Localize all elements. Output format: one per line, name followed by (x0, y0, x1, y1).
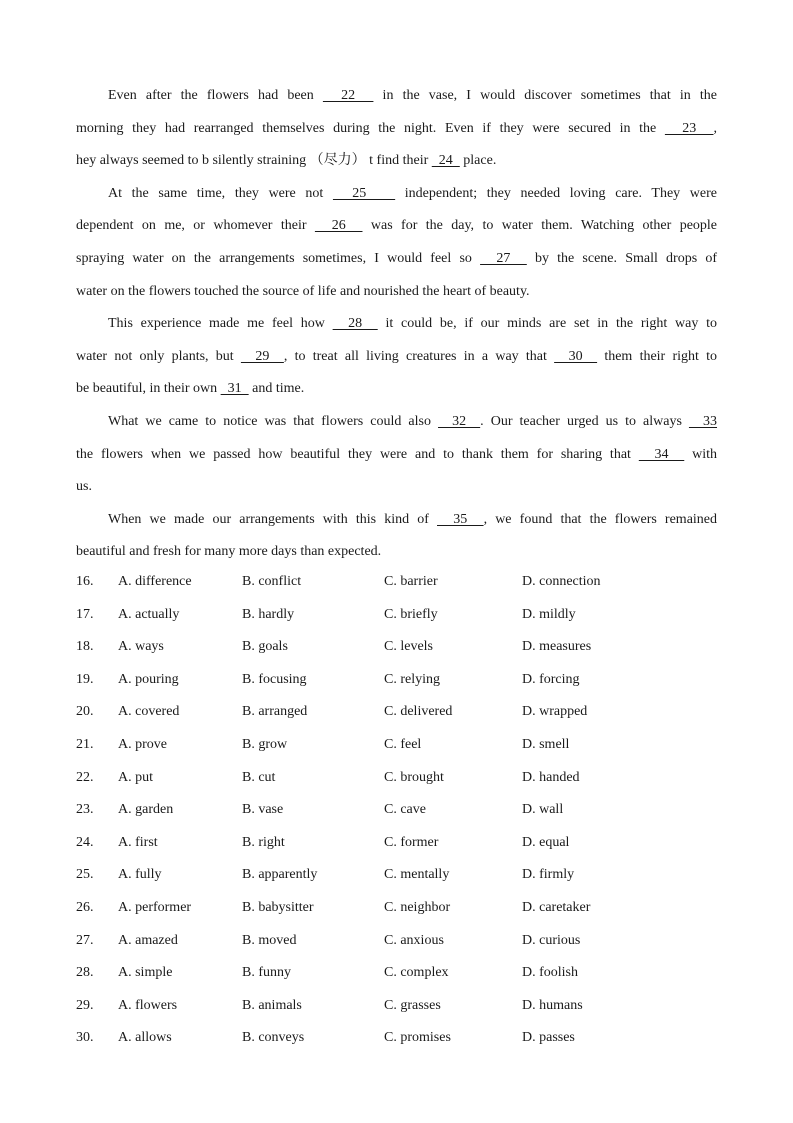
question-number: 30. (76, 1030, 94, 1046)
passage-line: hey always seemed to b silently straining （尽力） t find their 24 place. (76, 153, 497, 169)
question-row (76, 664, 717, 697)
blank-25: 25 (332, 185, 396, 201)
option-c: C. grasses (384, 997, 441, 1013)
passage-line: When we made our arrangements with this kind of 35 , we found that the flowers remained (108, 511, 718, 527)
option-d: D. firmly (522, 867, 575, 883)
option-d: D. humans (522, 997, 583, 1013)
blank-26: 26 (314, 218, 363, 234)
blank-29: 29 (240, 348, 284, 364)
question-number: 18. (76, 639, 94, 655)
option-c: C. complex (384, 965, 449, 981)
question-number: 29. (76, 997, 94, 1013)
question-number: 25. (76, 867, 94, 883)
option-a: A. put (118, 769, 153, 785)
paragraph-2-end (76, 276, 717, 309)
option-b: B. right (242, 834, 285, 850)
blank-23: 23 (664, 120, 714, 136)
option-a: A. actually (118, 606, 180, 622)
option-d: D. mildly (522, 606, 576, 622)
blank-27: 27 (480, 250, 527, 266)
paragraph-4-cont (76, 439, 717, 472)
paragraph-3-cont (76, 341, 717, 374)
paragraph-5-end (76, 536, 717, 569)
passage-line: This experience made me feel how 28 it could be, if our minds are set in the right way to (108, 316, 718, 332)
question-row (76, 1022, 717, 1055)
passage-line: water not only plants, but 29 , to treat all living creatures in a way that 30 them their right to (76, 348, 718, 364)
option-d: D. handed (522, 769, 580, 785)
option-a: A. covered (118, 704, 180, 720)
option-b: B. conveys (242, 1030, 305, 1046)
passage-line: us. (76, 479, 92, 495)
option-a: A. simple (118, 965, 173, 981)
option-d: D. wrapped (522, 704, 588, 720)
question-number: 27. (76, 932, 94, 948)
option-b: B. conflict (242, 574, 302, 589)
option-a: A. difference (118, 574, 192, 589)
question-number: 21. (76, 736, 94, 752)
blank-35: 35 (437, 511, 484, 527)
blank-22: 22 (322, 88, 374, 103)
paragraph-5 (76, 504, 717, 537)
option-d: D. forcing (522, 671, 580, 687)
passage-line: be beautiful, in their own 31 and time. (76, 381, 305, 397)
paragraph-1-end (76, 145, 717, 178)
option-b: B. moved (242, 932, 297, 948)
option-c: C. anxious (384, 932, 444, 948)
option-b: B. babysitter (242, 899, 314, 915)
option-c: C. feel (384, 736, 422, 752)
option-a: A. first (118, 834, 158, 850)
option-a: A. allows (118, 1030, 172, 1046)
option-d: D. connection (522, 574, 601, 589)
option-c: C. mentally (384, 867, 450, 883)
blank-32: 32 (438, 413, 481, 429)
blank-31: 31 (220, 381, 249, 397)
option-c: C. brought (384, 769, 444, 785)
option-b: B. focusing (242, 671, 307, 687)
question-number: 16. (76, 574, 94, 589)
option-d: D. measures (522, 639, 592, 655)
option-d: D. passes (522, 1030, 575, 1046)
paragraph-3 (76, 308, 717, 341)
paragraph-1 (76, 80, 717, 113)
question-number: 19. (76, 671, 94, 687)
option-c: C. delivered (384, 704, 453, 720)
option-c: C. former (384, 834, 439, 850)
paragraph-2-cont (76, 210, 717, 243)
option-d: D. foolish (522, 965, 578, 981)
question-number: 26. (76, 899, 94, 915)
paragraph-1-cont (76, 113, 717, 146)
option-a: A. garden (118, 802, 174, 818)
option-c: C. promises (384, 1030, 451, 1046)
passage-line: What we came to notice was that flowers could also 32 . Our teacher urged us to always 33 (108, 413, 718, 429)
paragraph-4 (76, 406, 717, 439)
question-row (76, 566, 717, 599)
blank-24: 24 (431, 153, 460, 169)
passage-line: dependent on me, or whomever their 26 was for the day, to water them. Watching other people (76, 218, 718, 234)
option-b: B. funny (242, 965, 291, 981)
passage-line: beautiful and fresh for many more days than expected. (76, 544, 382, 560)
passage (76, 80, 717, 569)
option-b: B. grow (242, 736, 288, 752)
option-c: C. cave (384, 802, 426, 818)
option-a: A. fully (118, 867, 162, 883)
option-d: D. caretaker (522, 899, 591, 915)
option-a: A. flowers (118, 997, 178, 1013)
option-c: C. neighbor (384, 899, 451, 915)
blank-30: 30 (554, 348, 598, 364)
option-a: A. performer (118, 899, 192, 915)
option-a: A. pouring (118, 671, 179, 687)
paragraph-3-end (76, 373, 717, 406)
option-b: B. animals (242, 997, 302, 1013)
passage-line: water on the flowers touched the source of life and nourished the heart of beauty. (76, 283, 530, 299)
passage-line: morning they had rearranged themselves during the night. Even if they were secured in the 23 , (76, 120, 717, 136)
option-d: D. equal (522, 834, 570, 850)
question-row (76, 827, 717, 860)
option-c: C. relying (384, 671, 440, 687)
passage-line: the flowers when we passed how beautiful they were and to thank them for sharing that 34 with (76, 446, 718, 462)
option-b: B. goals (242, 639, 288, 655)
question-number: 28. (76, 965, 94, 981)
option-a: A. prove (118, 736, 167, 752)
question-row (76, 794, 717, 827)
question-row (76, 957, 717, 990)
option-b: B. apparently (242, 867, 318, 883)
answer-options (76, 566, 717, 1055)
passage-line: Even after the flowers had been 22 in the vase, I would discover sometimes that in the (108, 88, 718, 103)
question-number: 17. (76, 606, 94, 622)
option-d: D. wall (522, 802, 564, 818)
option-c: C. briefly (384, 606, 438, 622)
option-c: C. levels (384, 639, 433, 655)
question-row (76, 762, 717, 795)
question-number: 23. (76, 802, 94, 818)
passage-line: At the same time, they were not 25 independent; they needed loving care. They were (108, 185, 717, 201)
question-row (76, 925, 717, 958)
question-row (76, 892, 717, 925)
question-row (76, 859, 717, 892)
blank-34: 34 (638, 446, 685, 462)
question-row (76, 990, 717, 1023)
paragraph-2 (76, 178, 717, 211)
question-row (76, 696, 717, 729)
option-d: D. curious (522, 932, 581, 948)
option-c: C. barrier (384, 574, 438, 589)
question-number: 20. (76, 704, 94, 720)
question-number: 22. (76, 769, 94, 785)
option-a: A. ways (118, 639, 164, 655)
option-b: B. arranged (242, 704, 308, 720)
option-a: A. amazed (118, 932, 178, 948)
option-b: B. hardly (242, 606, 295, 622)
blank-33: 33 (688, 413, 718, 429)
paragraph-4-end (76, 471, 717, 504)
passage-line: spraying water on the arrangements sometimes, I would feel so 27 by the scene. Small drops of (76, 250, 718, 266)
option-d: D. smell (522, 736, 570, 752)
question-number: 24. (76, 834, 94, 850)
paragraph-2-cont2 (76, 243, 717, 276)
blank-28: 28 (332, 316, 378, 332)
option-b: B. vase (242, 802, 284, 818)
question-row (76, 599, 717, 632)
question-row (76, 631, 717, 664)
question-row (76, 729, 717, 762)
option-b: B. cut (242, 769, 276, 785)
